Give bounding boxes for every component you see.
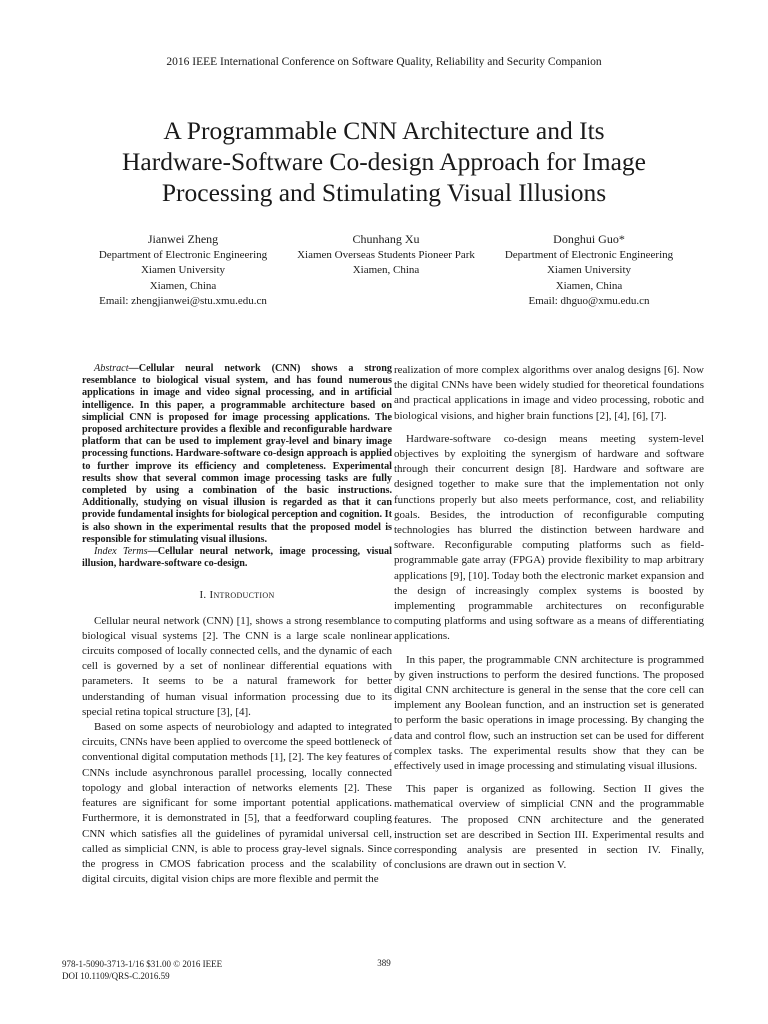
author-guo (494, 232, 684, 309)
conference-header: 2016 IEEE International Conference on Software Quality, Reliability and Security Companion (166, 56, 602, 68)
author-org: Xiamen University (546, 264, 631, 277)
left-column (82, 363, 392, 887)
author-org: Xiamen University (140, 264, 225, 277)
author-org: Xiamen, China (352, 264, 420, 277)
index-terms-lead: Index Terms (94, 546, 148, 558)
index-terms (82, 546, 392, 570)
author-xu (286, 232, 486, 279)
abstract-text: —Cellular neural network (CNN) shows a strong resemblance to biological visual system, and has found numerous applications in image and video signal processing, and in artificial intelligence. In this paper, a programmable architecture based on simplicial CNN is proposed for image processing applications. The proposed architecture provides a flexible and reconfigurable hardware platform that can be used to implement gray-level and binary image processing functions. Hardware-software co-design approach is applied to further improve its efficiency and completeness. Experimental results show that several common image processing tasks are fully completed by using a combination of the basic instructions. Additionally, studying on visual illusion is regarded as that it can provide fundamental insights for biological perception and cognition. It is also shown in the experimental results that the proposed model is responsible for stimulating visual illusions. (82, 363, 392, 545)
footer-doi: DOI 10.1109/QRS-C.2016.59 (62, 971, 170, 981)
paragraph: This paper is organized as following. Section II gives the mathematical overview of simplicial CNN and the programmable features. The proposed CNN architecture and the generated instruction set are described in Section III. Experimental results and corresponding analysis are presented in section IV. Finally, conclusions are drawn out in section V. (394, 783, 704, 872)
author-loc: Xiamen, China (555, 279, 623, 292)
paper-title (40, 115, 728, 208)
title-line-3: Processing and Stimulating Visual Illusions (161, 178, 607, 207)
right-column (394, 363, 704, 874)
author-dept: Xiamen Overseas Students Pioneer Park (297, 249, 475, 262)
page-number: 389 (377, 958, 391, 968)
paragraph: Based on some aspects of neurobiology and adapted to integrated circuits, CNNs have been applied to overcome the speed bottleneck of conventional digital computation methods [1], [2]. The key features of CNNs include asynchronous parallel processing, locally connected topology and global interaction of networks elements [2]. These features are significant for some important potential applications. Furthermore, it is demonstrated in [5], that a feedforward coupling CNN which satisfies all the guidelines of pyramidal universal cell, called as simplicial CNN, is able to process gray-level signals. Since the progress in CMOS fabrication process and the scalability of digital circuits, digital vision chips are more flexible and permit the (82, 721, 392, 886)
paragraph: realization of more complex algorithms over analog designs [6]. Now the digital CNNs have been widely studied for theoretical foundations and practical applications in image and video processing, robotic and biological visions, and higher brain functions [2], [4], [6], [7]. (394, 364, 704, 422)
section-number: I. (199, 589, 210, 602)
author-dept: Department of Electronic Engineering (504, 249, 674, 262)
title-line-2: Hardware-Software Co-design Approach for Image (122, 147, 646, 176)
section-heading-introduction (82, 588, 392, 603)
author-name: Chunhang Xu (352, 232, 420, 246)
paragraph: Hardware-software co-design means meeting system-level objectives by exploiting the synergism of hardware and software through their concurrent design [8]. Hardware and software are designed together to make sure that the implementation not only functions properly but also meets performance, cost, and reliability goals. Besides, the introduction of reconfigurable computing technologies has blurred the distinction between hardware and software. Reconfigurable computing platforms such as field-programmable gate array (FPGA) provide flexibility to map arbitrary applications [9], [10]. Today both the electronic market expansion and the design of increasingly complex systems is boosted by implementing programmable architectures on reconfigurable computing platforms and using software as a means of differentiating applications. (394, 432, 704, 643)
author-dept: Department of Electronic Engineering (98, 249, 268, 262)
abstract-lead: Abstract (94, 363, 129, 374)
footer-isbn: 978-1-5090-3713-1/16 $31.00 © 2016 IEEE (62, 959, 223, 969)
author-email: Email: dhguo@xmu.edu.cn (528, 294, 650, 307)
author-email: Email: zhengjianwei@stu.xmu.edu.cn (99, 294, 267, 307)
author-name: Jianwei Zheng (147, 232, 219, 246)
paragraph: In this paper, the programmable CNN architecture is programmed by given instructions to perform the desired functions. The proposed digital CNN architecture is general in the sense that the core cell can implement any Boolean function, and an instruction set is generated to perform the basic operations in image processing. By changing the data and control flow, such an instruction set can be used for different complex tasks. The experimental results show that they can be effectively used in image processing and stimulating visual illusions. (394, 653, 704, 773)
author-zheng (88, 232, 278, 309)
paragraph: Cellular neural network (CNN) [1], shows a strong resemblance to biological visual systems [2]. The CNN is a large scale nonlinear circuits composed of locally connected cells, and the dynamic of each cell is governed by a set of nonlinear differential equations with parameters. It seems to be a natural framework for better understanding of human visual information processing due to its special retina topical structure [3], [4]. (82, 614, 392, 718)
title-line-1: A Programmable CNN Architecture and Its (163, 116, 605, 145)
abstract (82, 363, 392, 546)
index-terms-text: —Cellular neural network, image processing, visual illusion, hardware-software co-design. (82, 546, 392, 570)
section-title: Introduction (209, 589, 275, 602)
author-loc: Xiamen, China (149, 279, 217, 292)
author-name: Donghui Guo* (553, 232, 625, 246)
